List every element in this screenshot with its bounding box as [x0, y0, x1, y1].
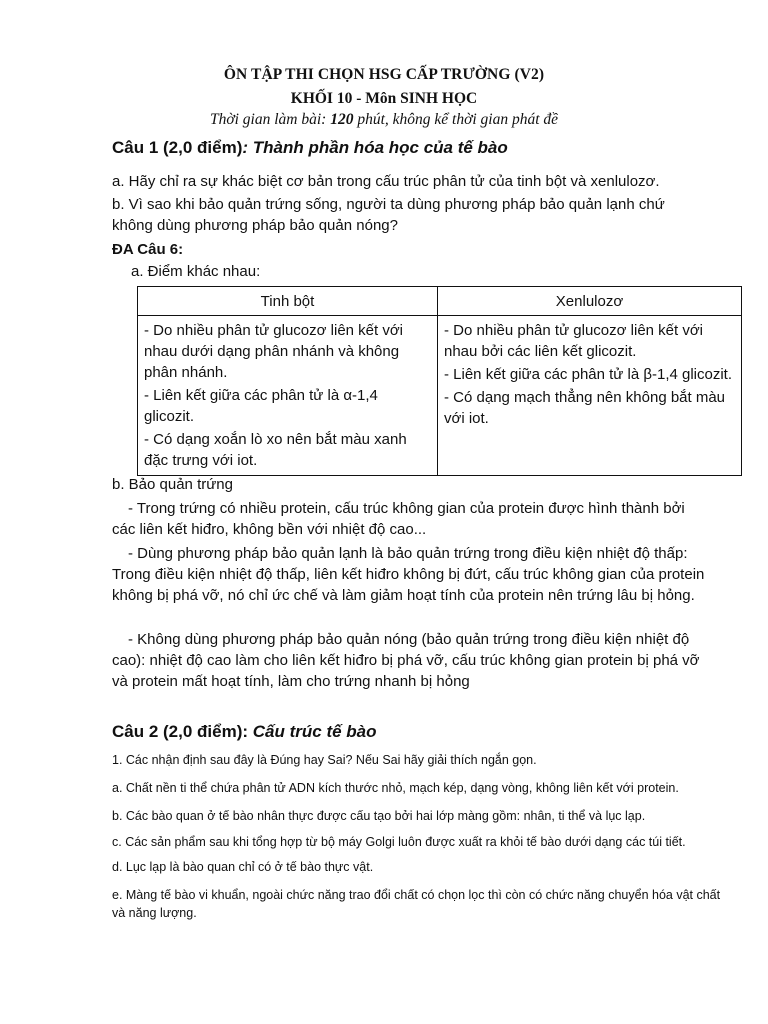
xenlulozo-cell — [438, 316, 742, 476]
q2-item-d: d. Lục lạp là bào quan chỉ có ở tế bào thực vật. — [112, 860, 374, 874]
q2-item-c: c. Các sản phẩm sau khi tổng hợp từ bộ máy Golgi luôn được xuất ra khỏi tế bào dưới dạng các túi tiết. — [112, 835, 686, 849]
q2-intro: 1. Các nhận định sau đây là Đúng hay Sai? Nếu Sai hãy giải thích ngắn gọn. — [112, 753, 537, 767]
comparison-table — [137, 286, 742, 476]
table-header-xenlulozo: Xenlulozơ — [438, 287, 742, 316]
q2-item-a: a. Chất nền ti thể chứa phân tử ADN kích thước nhỏ, mạch kép, dạng vòng, không liên kết với protein. — [112, 781, 679, 795]
q1-answer-b-p2: - Dùng phương pháp bảo quản lạnh là bảo quản trứng trong điều kiện nhiệt độ thấp: Trong điều kiện nhiệt độ thấp, liên kết hiđro không bị đứt, cấu trúc không gian của protein không bị phá vỡ, nó chỉ ức chế và làm giảm hoạt tính của protein nên trứng lâu bị hỏng. — [112, 545, 705, 604]
q1-answer-b-p1: - Trong trứng có nhiều protein, cấu trúc không gian của protein được hình thành bởi các liên kết hiđro, không bền với nhiệt độ cao... — [112, 500, 685, 538]
q1-label: Câu 1 (2,0 điểm) — [112, 138, 243, 157]
q1-answer-b-p3: - Không dùng phương pháp bảo quản nóng (bảo quản trứng trong điều kiện nhiệt độ cao): nhiệt độ cao làm cho liên kết hiđro bị phá vỡ, cấu trúc không gian protein bị phá vỡ và protein mất hoạt tính, làm cho trứng nhanh bị hỏng — [112, 631, 700, 690]
q2-label: Câu 2 (2,0 điểm): — [112, 722, 253, 741]
time-minutes: 120 — [330, 111, 354, 128]
tinh-bot-item: - Liên kết giữa các phân tử là α-1,4 glicozit. — [144, 387, 378, 425]
q1-answer-a: a. Điểm khác nhau: — [131, 263, 261, 280]
time-after: phút, không kể thời gian phát đề — [353, 111, 559, 128]
q1-heading — [112, 138, 508, 158]
q1-answer-b: b. Bảo quản trứng — [112, 476, 233, 493]
q1-part-a: a. Hãy chỉ ra sự khác biệt cơ bản trong cấu trúc phân tử của tinh bột và xenlulozơ. — [112, 173, 660, 190]
doc-title: ÔN TẬP THI CHỌN HSG CẤP TRƯỜNG (V2) — [223, 66, 545, 83]
q2-item-b: b. Các bào quan ở tế bào nhân thực được cấu tạo bởi hai lớp màng gồm: nhân, ti thể và lục lạp. — [112, 809, 646, 823]
table-header-tinh-bot: Tinh bột — [138, 287, 438, 316]
q1-part-b-line1: b. Vì sao khi bảo quản trứng sống, người ta dùng phương pháp bảo quản lạnh chứ — [112, 196, 665, 213]
q1-answer-heading: ĐA Câu 6: — [112, 241, 184, 258]
tinh-bot-item: - Do nhiều phân tử glucozơ liên kết với nhau dưới dạng phân nhánh và không phân nhánh. — [144, 322, 404, 381]
q2-heading — [112, 722, 377, 742]
tinh-bot-item: - Có dạng xoắn lò xo nên bắt màu xanh đặc trưng với iot. — [144, 431, 407, 469]
q2-item-e: e. Màng tế bào vi khuẩn, ngoài chức năng trao đổi chất có chọn lọc thì còn có chức năng chuyển hóa vật chất và năng lượng. — [112, 888, 721, 920]
xenlulozo-item: - Liên kết giữa các phân tử là β-1,4 glicozit. — [444, 366, 733, 383]
tinh-bot-cell — [138, 316, 438, 476]
table-header-row — [138, 287, 742, 316]
xenlulozo-item: - Có dạng mạch thẳng nên không bắt màu với iot. — [444, 389, 726, 427]
q1-topic: : Thành phần hóa học của tế bào — [242, 138, 508, 157]
doc-time-note — [0, 111, 768, 129]
table-row — [138, 316, 742, 476]
xenlulozo-item: - Do nhiều phân tử glucozơ liên kết với nhau bởi các liên kết glicozit. — [444, 322, 704, 360]
q2-topic: Cấu trúc tế bào — [252, 722, 377, 741]
q1-part-b-line2: không dùng phương pháp bảo quản nóng? — [112, 217, 398, 234]
doc-subtitle: KHỐI 10 - Môn SINH HỌC — [290, 90, 478, 107]
time-before: Thời gian làm bài: — [209, 111, 331, 128]
